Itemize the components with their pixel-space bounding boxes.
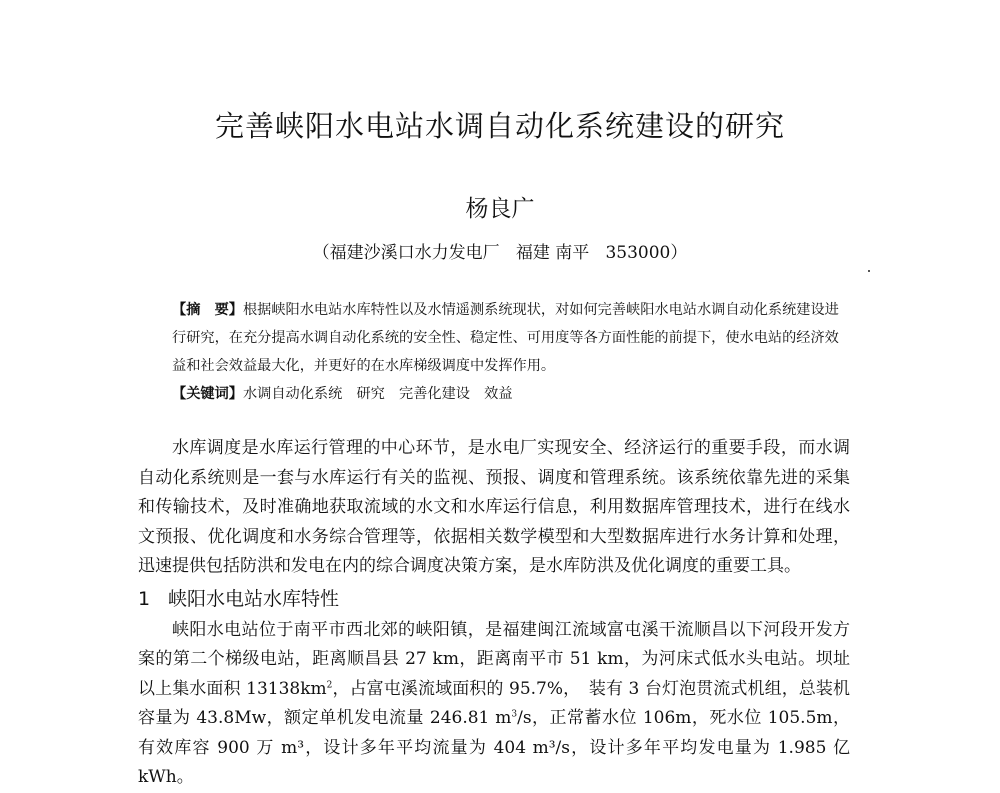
superscript-2: 2 <box>326 679 333 690</box>
section1-text-c: /s，正常蓄水位 106m，死水位 105.5m，有效库容 900 万 m³，设计多年平均流量为 404 m³/s，设计多年平均发电量为 1.985 亿 kWh。 <box>138 708 850 787</box>
keywords-label: 【关键词】 <box>172 386 243 402</box>
abstract-text: 根据峡阳水电站水库特性以及水情遥测系统现状，对如何完善峡阳水电站水调自动化系统建设进行研究，在充分提高水调自动化系统的安全性、稳定性、可用度等各方面性能的前提下，使水电站的经济效益和社会效益最大化，并更好的在水库梯级调度中发挥作用。 <box>172 302 839 374</box>
body-text <box>138 434 850 793</box>
author-name: 杨良广 <box>465 196 535 222</box>
superscript-3: 3 <box>511 709 518 720</box>
keywords-paragraph <box>172 380 844 408</box>
section1-paragraph <box>138 616 850 793</box>
section-title: 峡阳水电站水库特性 <box>168 587 340 610</box>
abstract-block <box>172 296 844 408</box>
intro-paragraph: 水库调度是水库运行管理的中心环节，是水电厂实现安全、经济运行的重要手段，而水调自动化系统则是一套与水库运行有关的监视、预报、调度和管理系统。该系统依靠先进的采集和传输技术，及时准确地获取流域的水文和水库运行信息，利用数据库管理技术，进行在线水文预报、优化调度和水务综合管理等，依据相关数学模型和大型数据库进行水务计算和处理，迅速提供包括防洪和发电在内的综合调度决策方案，是水库防洪及优化调度的重要工具。 <box>138 438 850 576</box>
keywords-text: 水调自动化系统 研究 完善化建设 效益 <box>242 386 513 402</box>
section1-text-a: 峡阳水电站位于南平市西北郊的峡阳镇，是福建闽江流域富屯溪干流顺昌以下河段开发方案的第二个梯级电站，距离顺昌县 27 km，距离南平市 51 km，为河床式低水头电站。坝址以上集水面积 13138km <box>138 619 850 699</box>
abstract-paragraph <box>172 296 844 380</box>
section-heading <box>138 582 850 616</box>
abstract-label: 【摘 要】 <box>172 302 243 318</box>
paper-title: 完善峡阳水电站水调自动化系统建设的研究 <box>214 109 785 143</box>
section-number: 1 <box>138 587 151 610</box>
section1-text-b: ，占富屯溪流域面积的 95.7%， 装有 3 台灯泡贯流式机组，总装机容量为 43.8Mw，额定单机发电流量 246.81 m <box>138 678 851 728</box>
author-affiliation: （福建沙溪口水力发电厂 福建 南平 353000） <box>312 243 688 263</box>
scan-speck <box>868 270 870 272</box>
